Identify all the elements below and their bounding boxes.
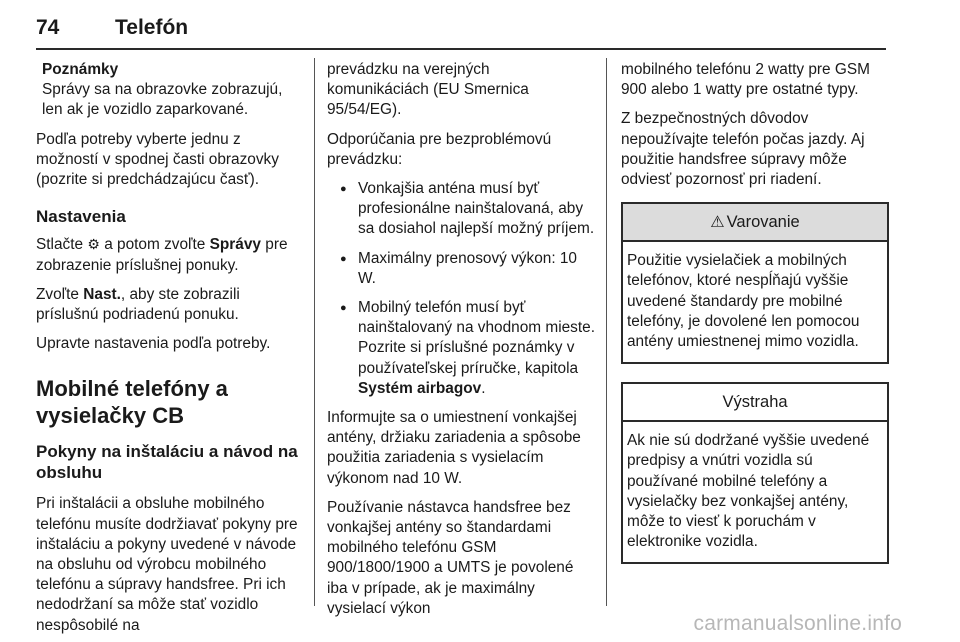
page-number: 74 bbox=[36, 16, 60, 39]
paragraph: prevádzku na verejných komunikáciách (EU Smernica 95/54/EG). bbox=[327, 61, 529, 119]
paragraph: Z bezpečnostných dôvodov nepoužívajte telefón počas jazdy. Aj použitie handsfree súpravy môže odviesť pozornosť pri riadení. bbox=[621, 110, 865, 189]
paragraph: Podľa potreby vyberte jednu z možností v spodnej časti obrazovky (pozrite si predchádzajúcu časť). bbox=[36, 130, 279, 189]
note-block bbox=[36, 60, 304, 121]
note-title: Poznámky bbox=[42, 61, 119, 78]
paragraph: Informujte sa o umiestnení vonkajšej antény, držiaku zariadenia a spôsobe použitia zariadenia s vysielacím výkonom nad 10 W. bbox=[327, 409, 581, 487]
page-title: Telefón bbox=[115, 16, 189, 39]
warning-text: Použitie vysielačiek a mobilných telefónov, ktoré nespĺňajú vyššie uvedené štandardy pre mobilné telefóny, je dovolené len pomocou antény umiestnenej mimo vozidla. bbox=[627, 252, 860, 351]
paragraph: Stlačte ⚙ a potom zvoľte Správy pre zobrazenie príslušnej ponuky. bbox=[36, 236, 288, 274]
caution-text: Ak nie sú dodržané vyššie uvedené predpisy a vnútri vozidla sú používané mobilné telefóny a vysielačky bez vonkajšej antény, môže to viesť k poruchám v elektronike vozidla. bbox=[627, 432, 870, 551]
column-divider bbox=[606, 58, 607, 606]
paragraph: Odporúčania pre bezproblémovú prevádzku: bbox=[327, 130, 552, 168]
paragraph: mobilného telefónu 2 watty pre GSM 900 alebo 1 watty pre ostatné typy. bbox=[621, 61, 870, 99]
watermark: carmanualsonline.info bbox=[693, 612, 902, 635]
menu-term-spravy: Správy bbox=[209, 236, 261, 254]
section-heading-settings: Nastavenia bbox=[36, 207, 126, 227]
column-divider bbox=[314, 58, 315, 606]
subsection-heading: Pokyny na inštaláciu a návod na obsluhu bbox=[36, 442, 298, 483]
paragraph: Pri inštalácii a obsluhe mobilného telefónu musíte dodržiavať pokyny pre inštaláciu a pokyny uvedené v návode na obsluhu od výrobcu mobilného telefónu a súpravy handsfree. Pri ich nedodržaní sa môže stať vozidlo nespôsobilé na bbox=[36, 495, 298, 634]
column-1 bbox=[36, 60, 304, 642]
menu-term-nast: Nast. bbox=[83, 285, 121, 303]
note-text: Správy sa na obrazovke zobrazujú, len ak je vozidlo zaparkované. bbox=[42, 81, 283, 119]
warning-header: ⚠ Varovanie bbox=[623, 204, 887, 242]
chapter-heading: Mobilné telefóny a vysielačky CB bbox=[36, 376, 228, 429]
caution-box bbox=[621, 382, 889, 564]
list-item: ● Vonkajšia anténa musí byť profesionálne nainštalovaná, aby sa dosiahol najlepší možný príjem. bbox=[327, 179, 595, 240]
paragraph: Zvoľte Nast., aby ste zobrazili príslušnú podriadenú ponuku. bbox=[36, 285, 240, 324]
list-item: ● Mobilný telefón musí byť nainštalovaný na vhodnom mieste. Pozrite si príslušné poznámky v používateľskej príručke, kapitola Systém airbagov. bbox=[327, 298, 595, 399]
column-2 bbox=[327, 60, 595, 628]
page-header bbox=[36, 10, 886, 50]
paragraph: Používanie nástavca handsfree bez vonkajšej antény so štandardami mobilného telefónu GSM 900/1800/1900 a UMTS je povolené iba v prípade, ak je maximálny vysielací výkon bbox=[327, 498, 574, 617]
paragraph: Upravte nastavenia podľa potreby. bbox=[36, 335, 271, 353]
warning-box bbox=[621, 202, 889, 364]
gear-icon: ⚙ bbox=[87, 236, 100, 253]
recommendation-list bbox=[327, 179, 595, 399]
caution-header: Výstraha bbox=[623, 384, 887, 422]
list-item: ● Maximálny prenosový výkon: 10 W. bbox=[327, 249, 595, 289]
warning-triangle-icon: ⚠ bbox=[710, 214, 725, 232]
reference-airbag-system: Systém airbagov bbox=[358, 379, 482, 397]
column-3 bbox=[621, 60, 889, 582]
